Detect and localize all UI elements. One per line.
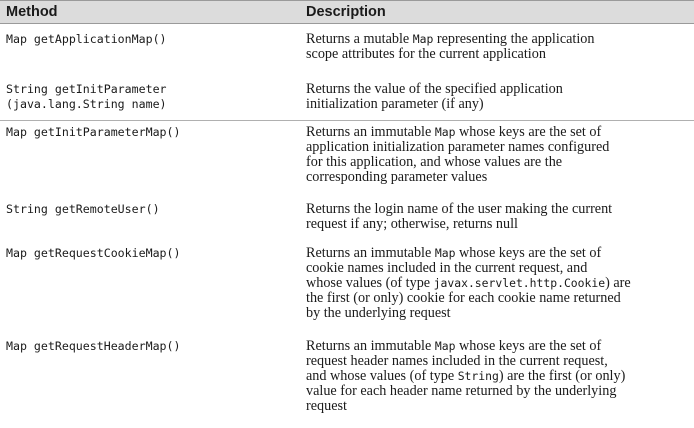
description-line: whose values (of type javax.servlet.http.Cookie) are [306, 275, 631, 291]
table-row [0, 120, 694, 199]
description-line: request if any; otherwise, returns null [306, 216, 518, 232]
description-line: request [306, 398, 347, 414]
method-signature: Map getRequestHeaderMap() [6, 339, 181, 353]
table-header [0, 1, 694, 24]
inline-code: javax.servlet.http.Cookie [433, 276, 606, 290]
description-line: initialization parameter (if any) [306, 96, 484, 112]
inline-code: Map [434, 246, 456, 260]
method-signature: Map getApplicationMap() [6, 32, 167, 46]
description-line: value for each header name returned by the underlying [306, 383, 617, 399]
description-column-header: Description [306, 4, 386, 20]
description-line: Returns a mutable Map representing the application [306, 31, 595, 47]
description-line: the first (or only) cookie for each cookie name returned [306, 290, 621, 306]
inline-code: Map [412, 32, 434, 46]
inline-code: String [457, 369, 499, 383]
table-row [0, 246, 694, 331]
method-description [306, 202, 688, 232]
method-description [306, 339, 688, 414]
inline-code: Map [434, 125, 456, 139]
description-line: by the underlying request [306, 305, 451, 321]
description-line: for this application, and whose values are the [306, 154, 563, 170]
description-line: Returns the login name of the user making the current [306, 201, 613, 217]
description-line: cookie names included in the current request, and [306, 260, 588, 276]
method-signature: Map getRequestCookieMap() [6, 246, 181, 260]
table-row [0, 32, 694, 76]
method-description [306, 82, 688, 112]
description-line: scope attributes for the current application [306, 46, 546, 62]
table-row [0, 82, 694, 120]
description-line: application initialization parameter names configured [306, 139, 610, 155]
description-line: Returns an immutable Map whose keys are the set of [306, 338, 602, 354]
description-line: request header names included in the current request, [306, 353, 608, 369]
method-signature: Map getInitParameterMap() [6, 125, 181, 139]
description-line: Returns an immutable Map whose keys are the set of [306, 245, 602, 261]
method-description [306, 125, 688, 185]
description-line: Returns an immutable Map whose keys are the set of [306, 124, 602, 140]
description-line: corresponding parameter values [306, 169, 488, 185]
method-description [306, 32, 688, 62]
method-description [306, 246, 688, 321]
inline-code: Map [434, 339, 456, 353]
table-row [0, 339, 694, 427]
method-column-header: Method [6, 4, 58, 20]
description-line: and whose values (of type String) are the first (or only) [306, 368, 626, 384]
table-row [0, 202, 694, 242]
method-signature: String getInitParameter (java.lang.String name) [6, 82, 167, 111]
method-signature: String getRemoteUser() [6, 202, 160, 216]
description-line: Returns the value of the specified application [306, 81, 563, 97]
